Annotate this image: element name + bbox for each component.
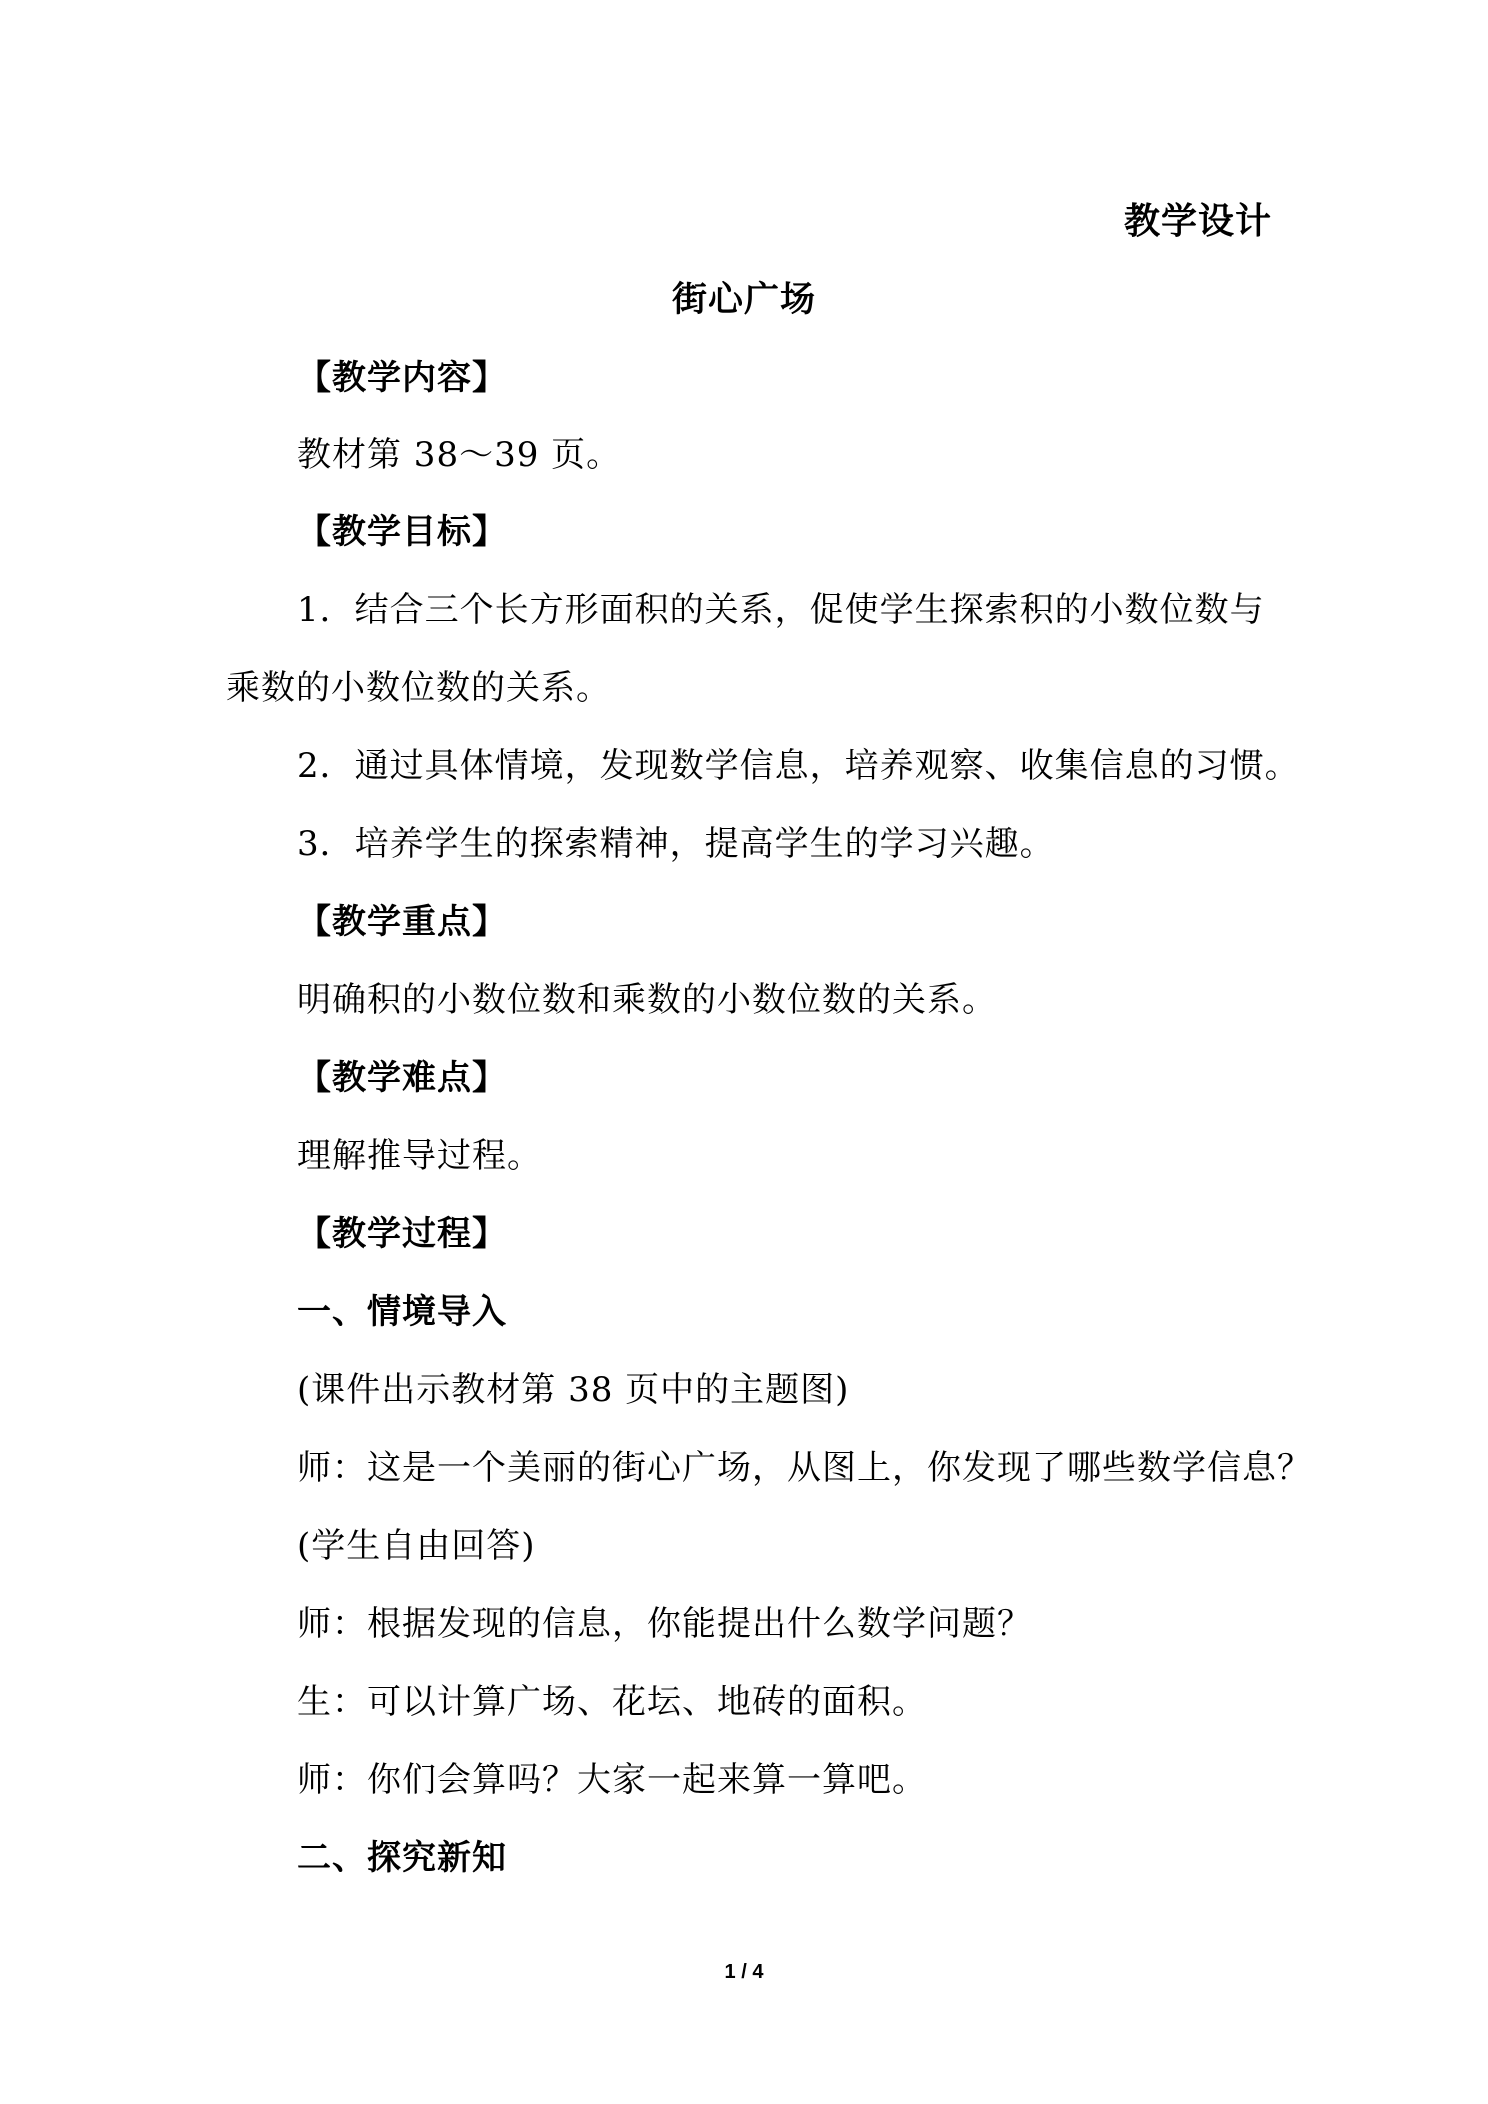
- difficulties-text: 理解推导过程。: [297, 1136, 542, 1176]
- page-number: 1 / 4: [724, 1961, 764, 1983]
- part-2-heading: 二、探究新知: [297, 1838, 507, 1878]
- section-heading-goals: 【教学目标】: [297, 512, 507, 552]
- part-1-paragraph: 师：你们会算吗？大家一起来算一算吧。: [297, 1760, 927, 1800]
- section-heading-process: 【教学过程】: [297, 1214, 507, 1254]
- part-1-paragraph: 生：可以计算广场、花坛、地砖的面积。: [297, 1682, 927, 1722]
- part-1-paragraph: 师：这是一个美丽的街心广场，从图上，你发现了哪些数学信息？: [297, 1448, 1312, 1488]
- part-1-paragraph: (课件出示教材第 38 页中的主题图): [297, 1370, 850, 1410]
- document-type-label: 教学设计: [1123, 201, 1272, 242]
- section-heading-content: 【教学内容】: [297, 358, 507, 398]
- goal-1-line-2: 乘数的小数位数的关系。: [226, 668, 611, 708]
- goal-3: 3．培养学生的探索精神，提高学生的学习兴趣。: [297, 824, 1055, 864]
- goal-2: 2．通过具体情境，发现数学信息，培养观察、收集信息的习惯。: [297, 746, 1300, 786]
- goal-1-line-1: 1．结合三个长方形面积的关系，促使学生探索积的小数位数与: [297, 590, 1265, 630]
- page-title: 街心广场: [671, 280, 816, 320]
- section-heading-key-points: 【教学重点】: [297, 902, 507, 942]
- part-1-heading: 一、情境导入: [297, 1292, 507, 1332]
- key-points-text: 明确积的小数位数和乘数的小数位数的关系。: [297, 980, 997, 1020]
- content-text: 教材第 38～39 页。: [297, 435, 622, 475]
- section-heading-difficulties: 【教学难点】: [297, 1058, 507, 1098]
- part-1-paragraph: 师：根据发现的信息，你能提出什么数学问题？: [297, 1604, 1032, 1644]
- part-1-paragraph: (学生自由回答): [297, 1526, 536, 1566]
